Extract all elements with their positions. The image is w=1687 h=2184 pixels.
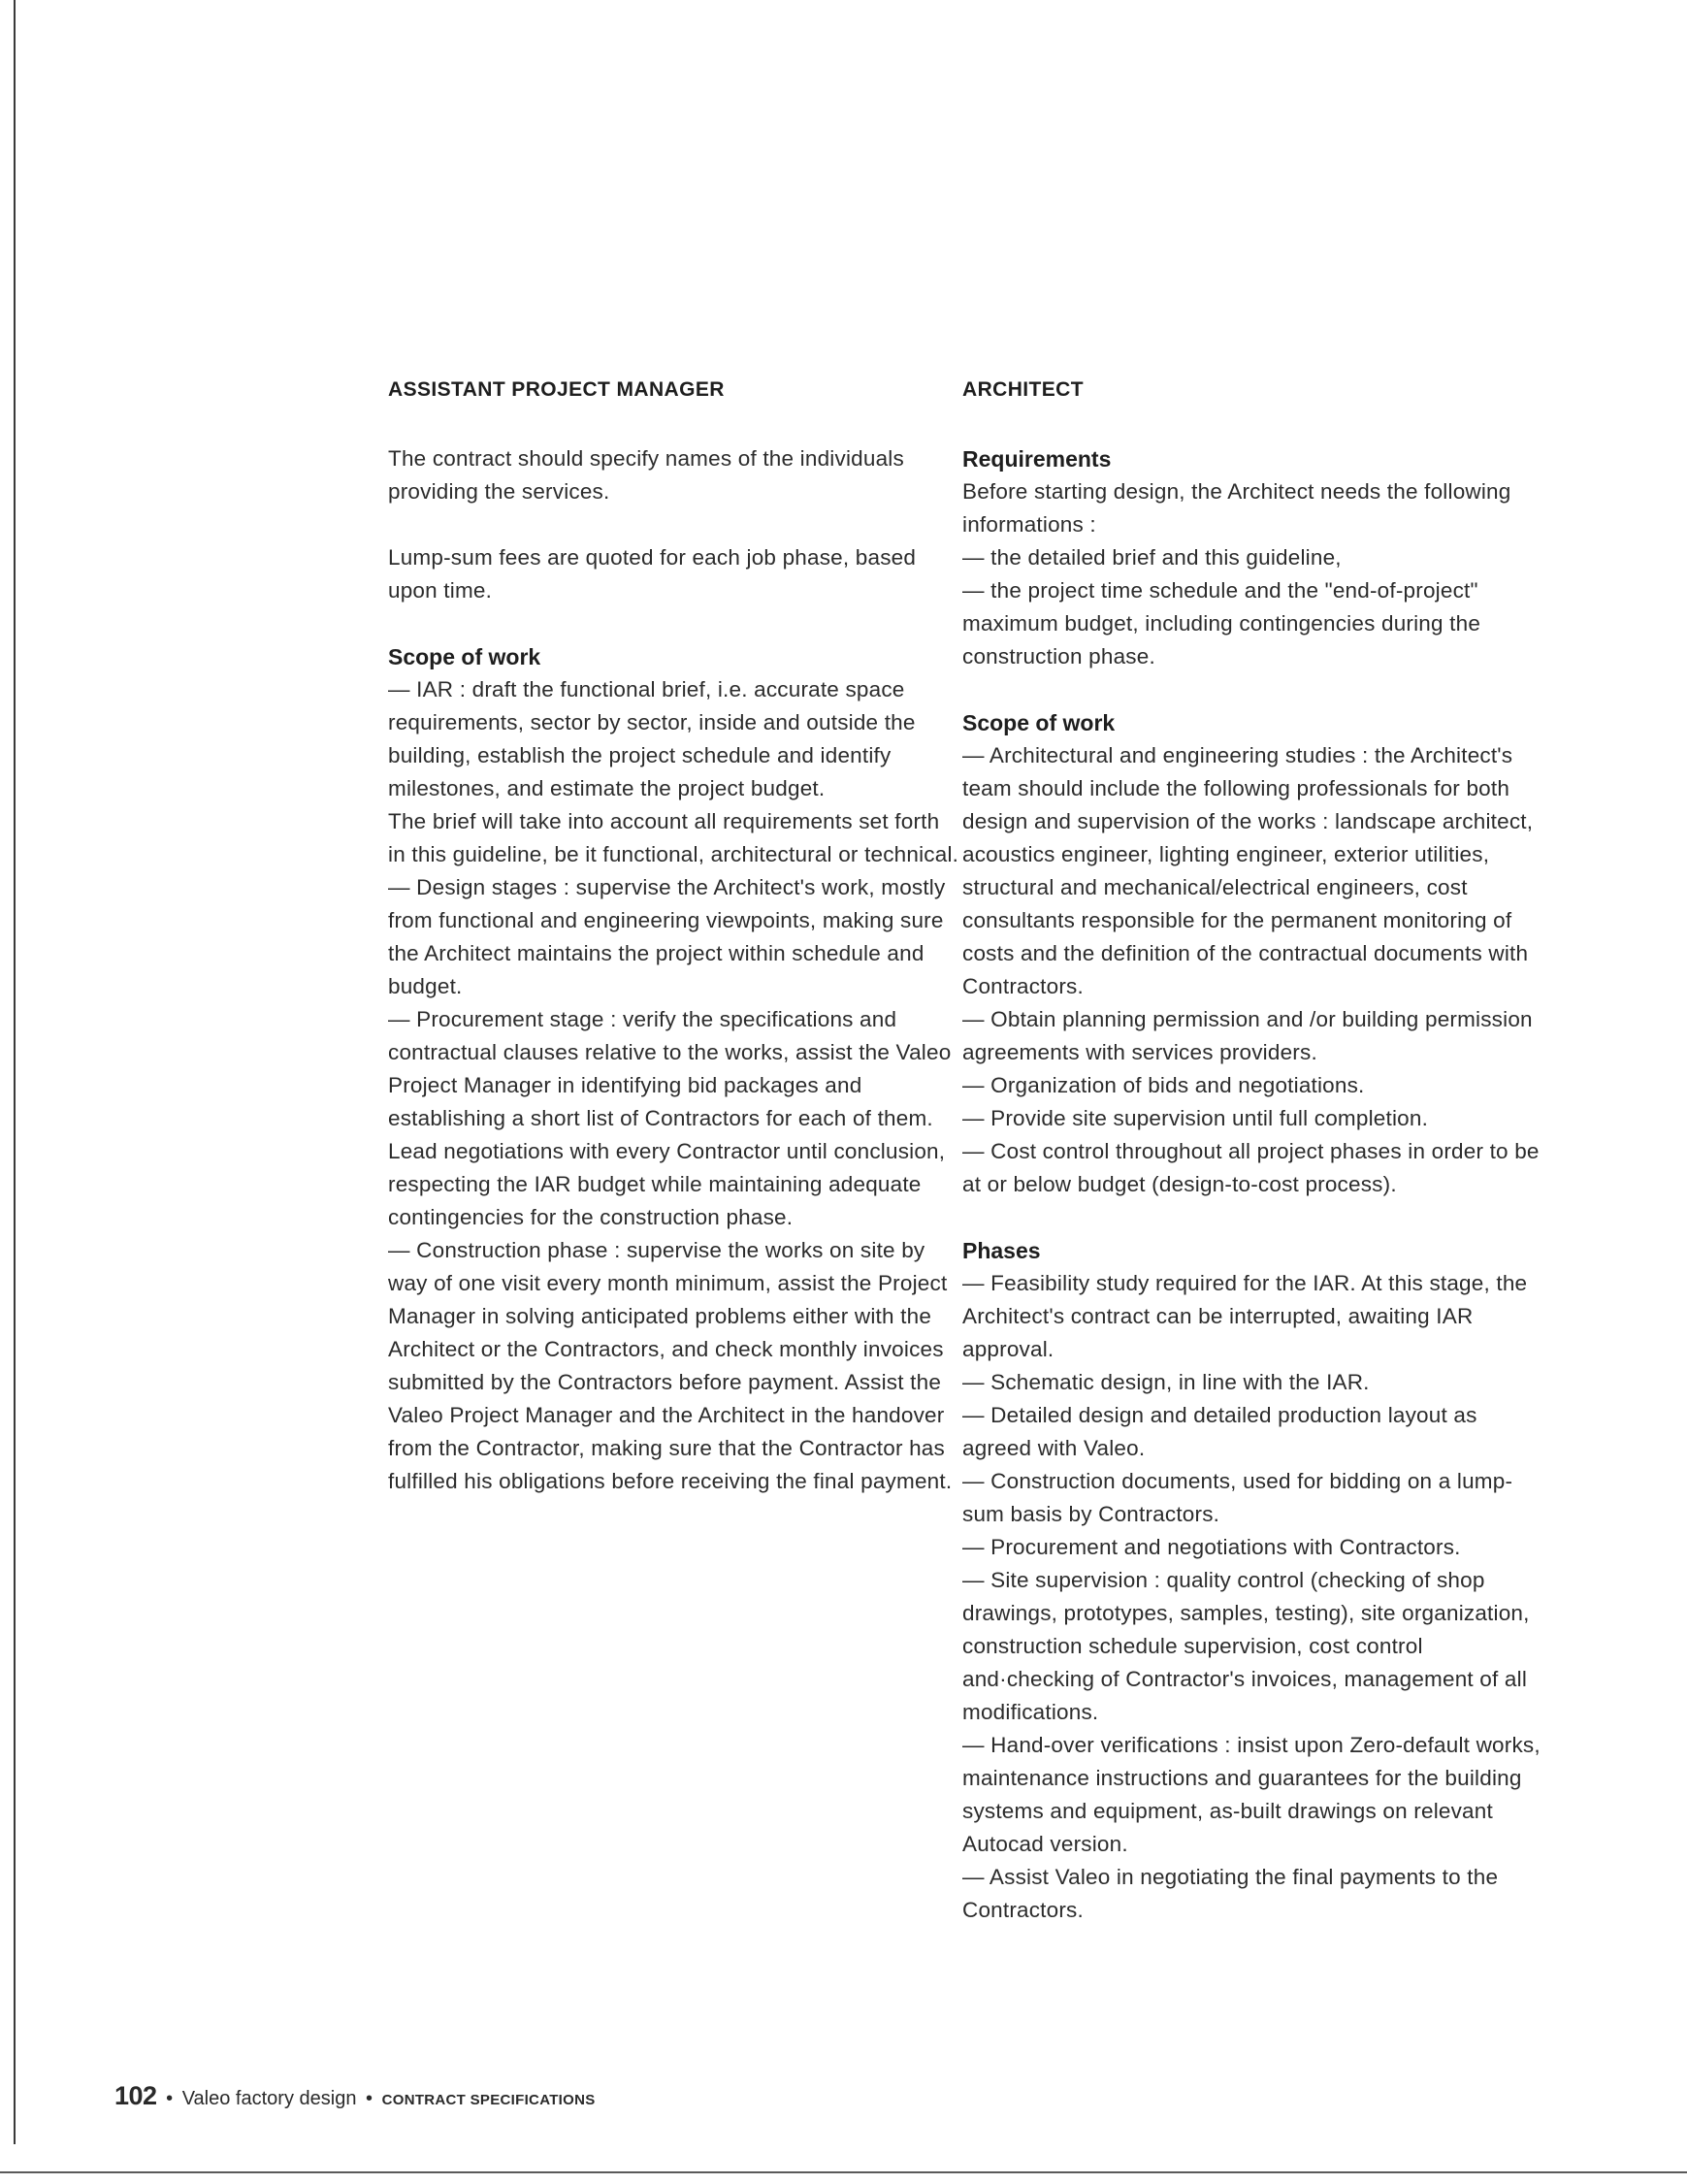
phases-paragraph: — Assist Valeo in negotiating the final payments to the Contractors. (962, 1865, 1499, 1922)
page-number: 102 (114, 2081, 157, 2110)
requirements-paragraph: Before starting design, the Architect needs the following informations : (962, 479, 1511, 537)
scope-of-work-heading: Scope of work (962, 710, 1116, 735)
phases-paragraph: — Hand-over verifications : insist upon Zero-default works, maintenance instructions and guarantees for the building systems and equipment, as-built drawings on relevant Autocad version. (962, 1733, 1541, 1856)
left-column (388, 376, 960, 1498)
intro-paragraph: Lump-sum fees are quoted for each job phase, based upon time. (388, 545, 917, 603)
scope-paragraph: The brief will take into account all requirements set forth in this guideline, be it functional, architectural or technical. (388, 809, 959, 866)
footer-separator: • (366, 2088, 373, 2109)
intro-paragraph: The contract should specify names of the individuals providing the services. (388, 446, 904, 504)
scope-paragraph: — Organization of bids and negotiations. (962, 1073, 1365, 1097)
scope-paragraph: — Cost control throughout all project phases in order to be at or below budget (design-to-cost process). (962, 1139, 1540, 1196)
phases-paragraph: — Detailed design and detailed production layout as agreed with Valeo. (962, 1403, 1477, 1460)
phases-paragraph: — Site supervision : quality control (checking of shop drawings, prototypes, samples, testing), site organization, construction schedule supervision, cost control and·checking of Contractor's invoices, management of all modifications. (962, 1568, 1530, 1724)
phases-paragraph: — Feasibility study required for the IAR. At this stage, the Architect's contract can be interrupted, awaiting IAR approval. (962, 1271, 1528, 1361)
right-column (962, 376, 1544, 1927)
page-footer (114, 2082, 596, 2114)
scope-paragraph: — Construction phase : supervise the works on site by way of one visit every month minimum, assist the Project Manager in solving anticipated problems either with the Architect or the Contractors, and check monthly invoices submitted by the Contractors before payment. Assist the Valeo Project Manager and the Architect in the handover from the Contractor, making sure that the Contractor has fulfilled his obligations before receiving the final payment. (388, 1238, 953, 1493)
scope-paragraph: — IAR : draft the functional brief, i.e. accurate space requirements, sector by sector, inside and outside the building, establish the project schedule and identify milestones, and estimate the project budget. (388, 677, 916, 800)
book-title: Valeo factory design (181, 2088, 357, 2109)
phases-paragraph: — Schematic design, in line with the IAR. (962, 1370, 1370, 1394)
phases-heading: Phases (962, 1238, 1041, 1263)
phases-paragraph: — Procurement and negotiations with Contractors. (962, 1535, 1461, 1559)
footer-separator: • (166, 2088, 174, 2109)
architect-heading: ARCHITECT (962, 378, 1084, 401)
scope-of-work-heading: Scope of work (388, 644, 541, 669)
scope-paragraph: — Design stages : supervise the Architect's work, mostly from functional and engineering viewpoints, making sure the Architect maintains the project within schedule and budget. (388, 875, 946, 998)
scope-paragraph: — Obtain planning permission and /or building permission agreements with services providers. (962, 1007, 1533, 1064)
scope-paragraph: — Procurement stage : verify the specifications and contractual clauses relative to the works, assist the Valeo Project Manager in identifying bid packages and establishing a short list of Contractors for each of them. Lead negotiations with every Contractor until conclusion, respecting the IAR budget while maintaining adequate contingencies for the construction phase. (388, 1007, 952, 1229)
requirements-paragraph: — the detailed brief and this guideline, (962, 545, 1342, 570)
page-bottom-line (0, 2171, 1687, 2173)
section-title: CONTRACT SPECIFICATIONS (381, 2092, 596, 2108)
scope-paragraph: — Provide site supervision until full completion. (962, 1106, 1429, 1130)
page-edge-line (14, 0, 16, 2144)
scope-paragraph: — Architectural and engineering studies : the Architect's team should include the following professionals for both design and supervision of the works : landscape architect, acoustics engineer, lighting engineer, exterior utilities, structural and mechanical/electrical engineers, cost consultants responsible for the permanent monitoring of costs and the definition of the contractual documents with Contractors. (962, 743, 1534, 998)
requirements-paragraph: — the project time schedule and the "end-of-project" maximum budget, including contingencies during the construction phase. (962, 578, 1481, 668)
phases-paragraph: — Construction documents, used for bidding on a lump-sum basis by Contractors. (962, 1469, 1513, 1526)
assistant-pm-heading: ASSISTANT PROJECT MANAGER (388, 378, 725, 401)
requirements-heading: Requirements (962, 446, 1112, 472)
